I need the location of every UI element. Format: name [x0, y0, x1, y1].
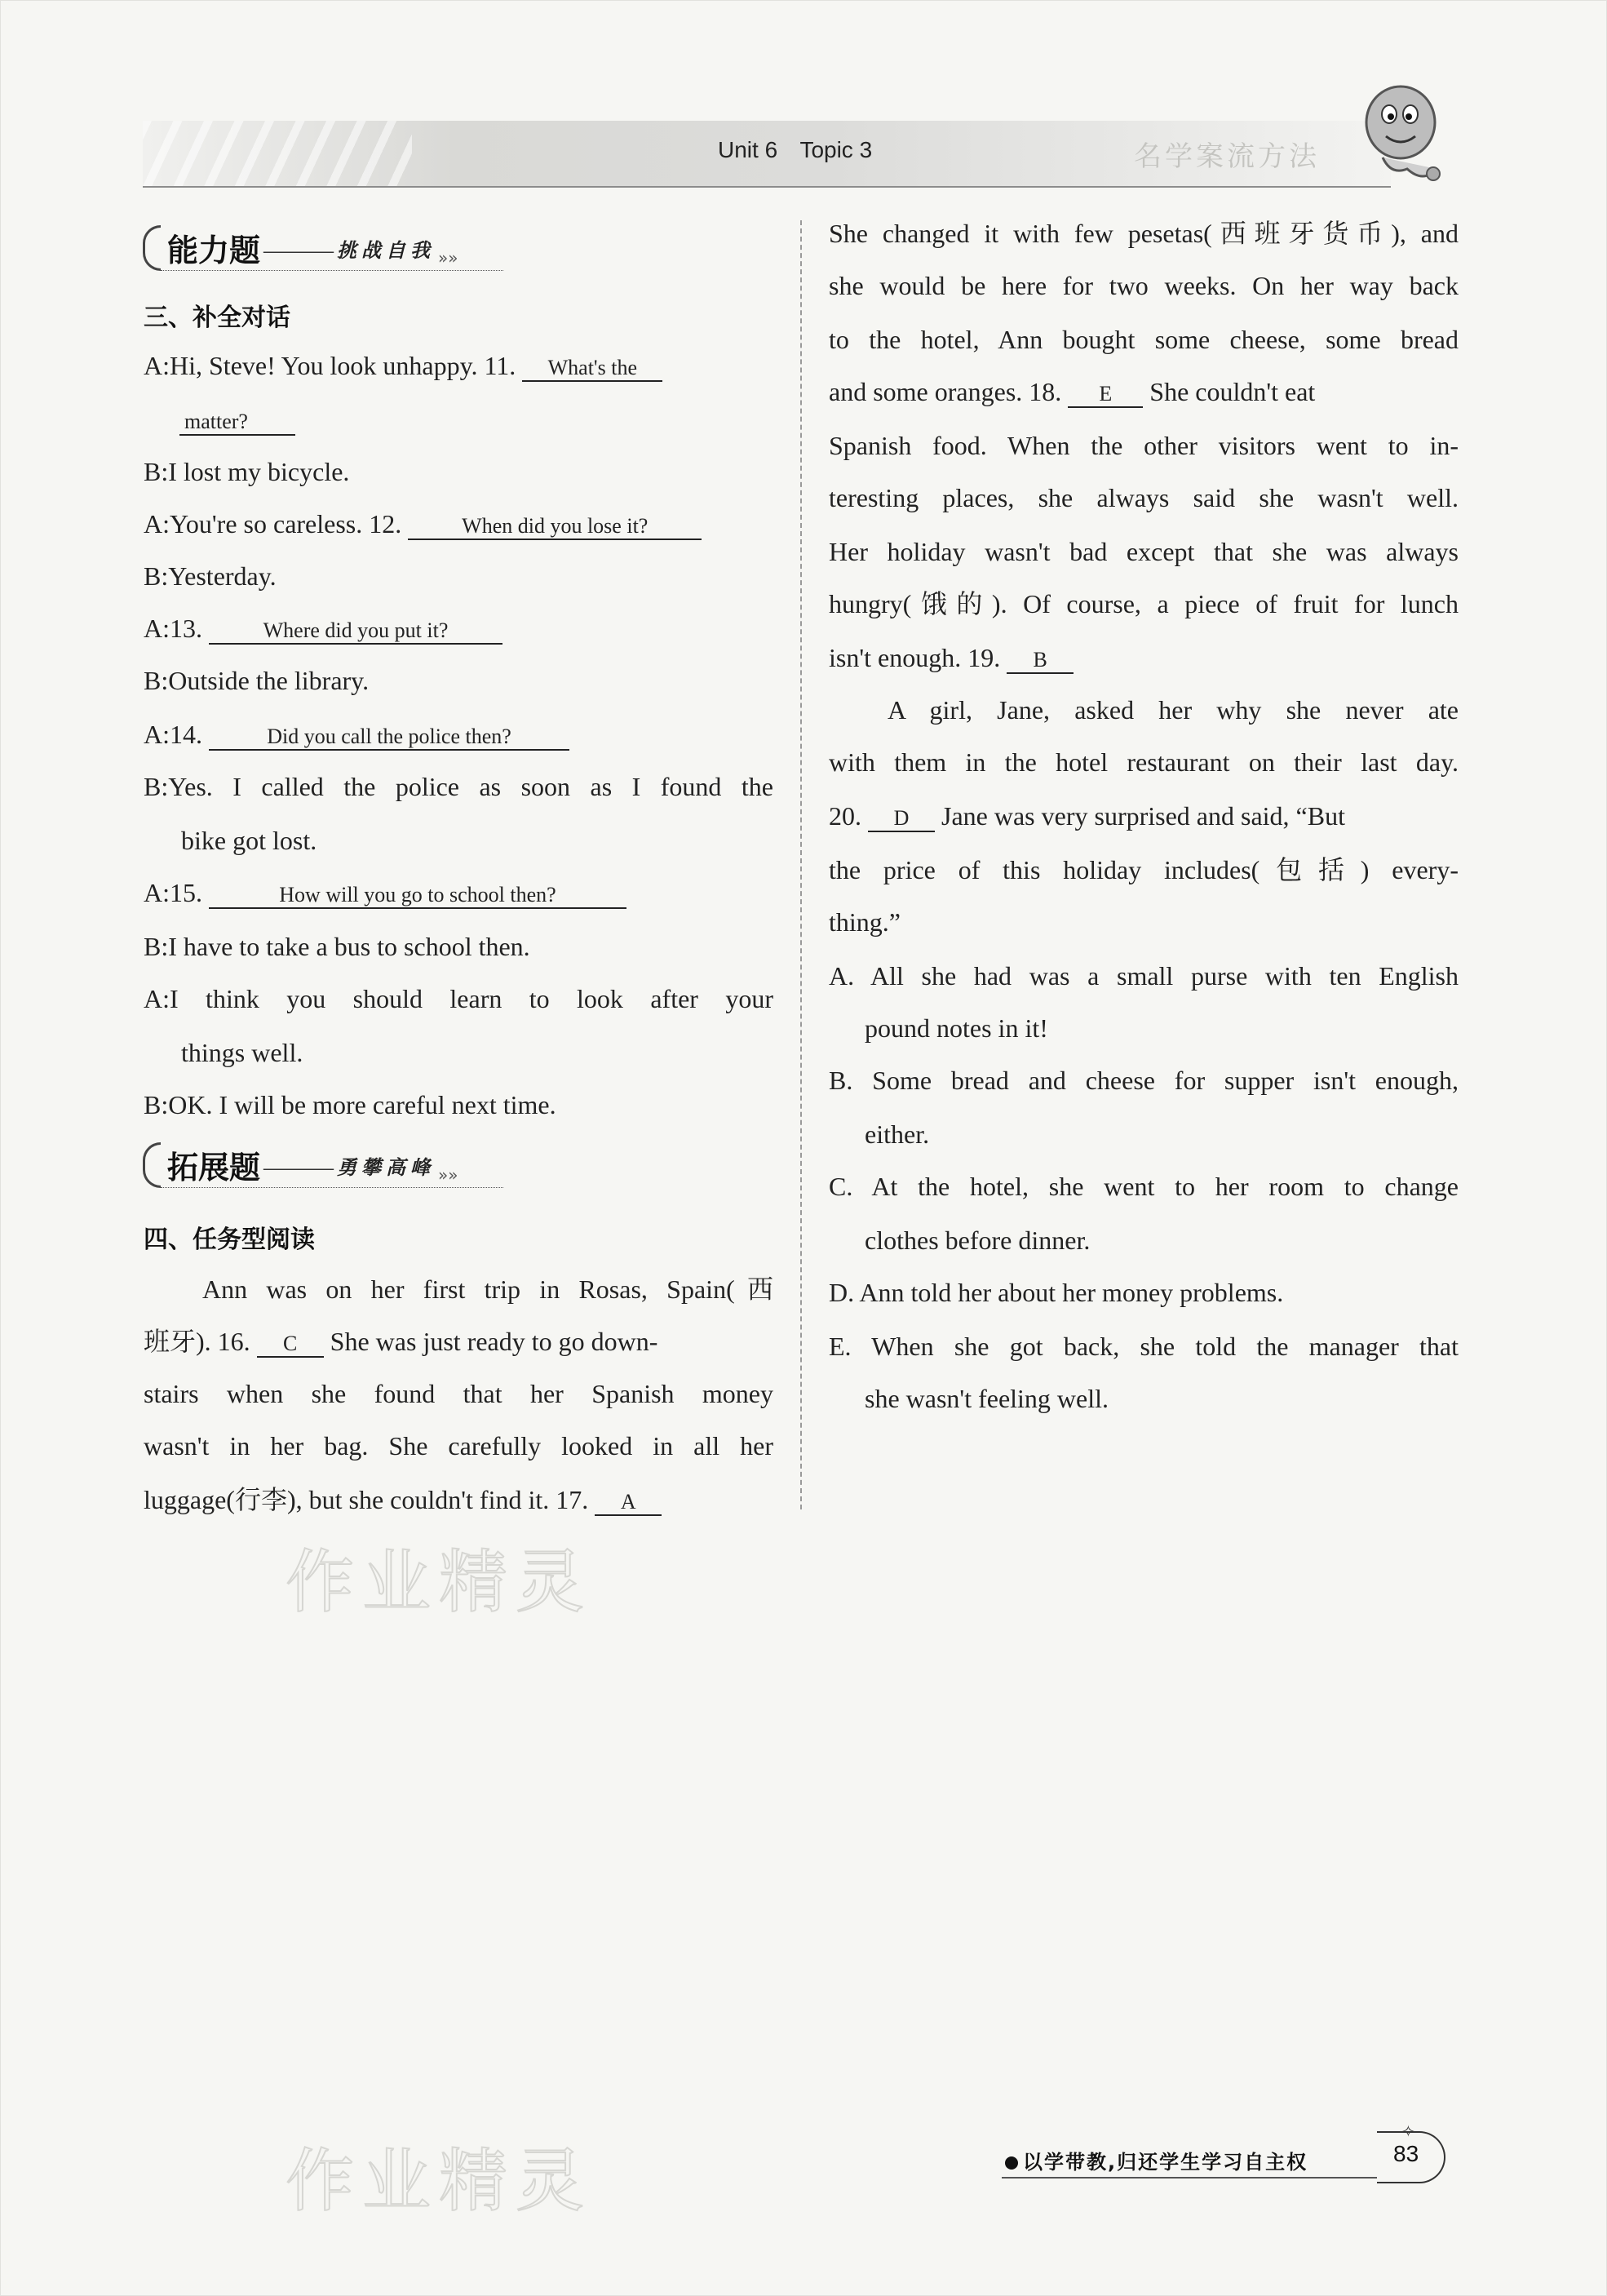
- passage-line: Her holiday wasn't bad except that she was always: [829, 537, 1459, 566]
- answer-blank: Did you call the police then?: [209, 725, 569, 751]
- dialogue-line: B:Outside the library.: [144, 666, 370, 695]
- dialogue-line: A:14. Did you call the police then?: [144, 718, 569, 751]
- section-header-ability: 能力题 ——— 挑战自我 »»: [143, 222, 518, 271]
- passage-line: Spanish food. When the other visitors went to in-: [829, 431, 1459, 460]
- dialogue-line: A:You're so careless. 12. When did you lose it?: [144, 508, 702, 540]
- passage-line: hungry(饿的). Of course, a piece of fruit for lunch: [829, 589, 1459, 618]
- dialogue-line: B:I lost my bicycle.: [144, 457, 350, 486]
- header-watermark: 名学案流方法: [1134, 140, 1320, 173]
- answer-blank: E: [1068, 382, 1143, 408]
- dialogue-line: A:15. How will you go to school then?: [144, 876, 626, 909]
- part4-heading: 四、任务型阅读: [144, 1226, 315, 1254]
- passage-line: isn't enough. 19. B: [829, 641, 1074, 674]
- answer-blank: D: [868, 806, 935, 832]
- column-divider: [800, 220, 802, 1509]
- passage-line: She changed it with few pesetas(西班牙货币), and: [829, 219, 1459, 248]
- option-c: C. At the hotel, she went to her room to change: [829, 1172, 1459, 1201]
- dialogue-line: A:I think you should learn to look after your: [144, 984, 773, 1013]
- passage-line: and some oranges. 18. E She couldn't eat: [829, 377, 1316, 406]
- dialogue-line: A:Hi, Steve! You look unhappy. 11. What's the: [144, 349, 662, 382]
- topic-label: Topic 3: [799, 137, 873, 162]
- footer-rule: [1002, 2177, 1377, 2179]
- answer-blank: What's the: [522, 356, 662, 382]
- option-b: B. Some bread and cheese for supper isn't enough,: [829, 1066, 1459, 1095]
- passage-line: thing.”: [829, 907, 901, 937]
- passage-line: the price of this holiday includes(包括) every-: [829, 855, 1459, 884]
- footer-slogan: 以学带教,归还学生学习自主权: [1005, 2146, 1308, 2174]
- passage-line: Ann was on her first trip in Rosas, Spain(西: [202, 1274, 773, 1304]
- unit-label: Unit 6: [718, 137, 778, 162]
- answer-blank: matter?: [179, 410, 295, 436]
- option-e-cont: she wasn't feeling well.: [865, 1384, 1109, 1413]
- passage-line: to the hotel, Ann bought some cheese, some bread: [829, 325, 1459, 354]
- passage-line: 20. D Jane was very surprised and said, “But: [829, 801, 1345, 831]
- passage-line: A girl, Jane, asked her why she never ate: [888, 695, 1459, 725]
- dialogue-line: B:Yesterday.: [144, 561, 277, 591]
- answer-blank: B: [1007, 648, 1074, 674]
- option-e: E. When she got back, she told the manager that: [829, 1332, 1459, 1361]
- dialogue-line: bike got lost.: [181, 826, 317, 855]
- passage-line: luggage(行李), but she couldn't find it. 17. A: [144, 1483, 662, 1516]
- passage-line: teresting places, she always said she wasn't well.: [829, 483, 1459, 512]
- answer-blank: A: [595, 1490, 662, 1516]
- option-d: D. Ann told her about her money problems.: [829, 1278, 1284, 1307]
- passage-line: she would be here for two weeks. On her way back: [829, 271, 1459, 300]
- mascot-icon: [1358, 78, 1448, 192]
- watermark: 作业精灵: [286, 2141, 593, 2221]
- page-header: [718, 137, 888, 163]
- passage-line: stairs when she found that her Spanish money: [144, 1379, 773, 1408]
- answer-blank: How will you go to school then?: [209, 883, 626, 909]
- dialogue-line: A:13. Where did you put it?: [144, 612, 502, 645]
- answer-blank: Where did you put it?: [209, 618, 502, 645]
- option-a-cont: pound notes in it!: [865, 1013, 1048, 1043]
- option-b-cont: either.: [865, 1119, 930, 1149]
- dialogue-line: B:I have to take a bus to school then.: [144, 932, 530, 961]
- passage-line: with them in the hotel restaurant on their last day.: [829, 747, 1459, 777]
- section-title: 拓展题: [167, 1150, 261, 1186]
- part3-heading: 三、补全对话: [144, 304, 290, 332]
- section-header-extension: 拓展题 ——— 勇攀高峰 »»: [143, 1139, 518, 1188]
- option-c-cont: clothes before dinner.: [865, 1226, 1091, 1255]
- watermark: 作业精灵: [286, 1542, 593, 1622]
- dialogue-line: B:Yes. I called the police as soon as I found the: [144, 772, 773, 801]
- section-subtitle: 挑战自我: [337, 239, 436, 262]
- section-subtitle: 勇攀高峰: [337, 1156, 436, 1179]
- answer-blank: When did you lose it?: [408, 514, 702, 540]
- dialogue-line: things well.: [181, 1038, 303, 1067]
- option-a: A. All she had was a small purse with ten English: [829, 961, 1459, 991]
- page-number: 83: [1393, 2141, 1419, 2166]
- star-icon: ✧: [1401, 2123, 1415, 2141]
- answer-blank: C: [257, 1332, 324, 1358]
- section-title: 能力题: [167, 233, 261, 268]
- passage-line: 班牙). 16. C She was just ready to go down-: [144, 1327, 658, 1356]
- dialogue-line: [179, 403, 295, 436]
- passage-line: wasn't in her bag. She carefully looked in all her: [144, 1431, 773, 1460]
- dialogue-line: B:OK. I will be more careful next time.: [144, 1090, 556, 1119]
- bullet-icon: [1005, 2156, 1018, 2170]
